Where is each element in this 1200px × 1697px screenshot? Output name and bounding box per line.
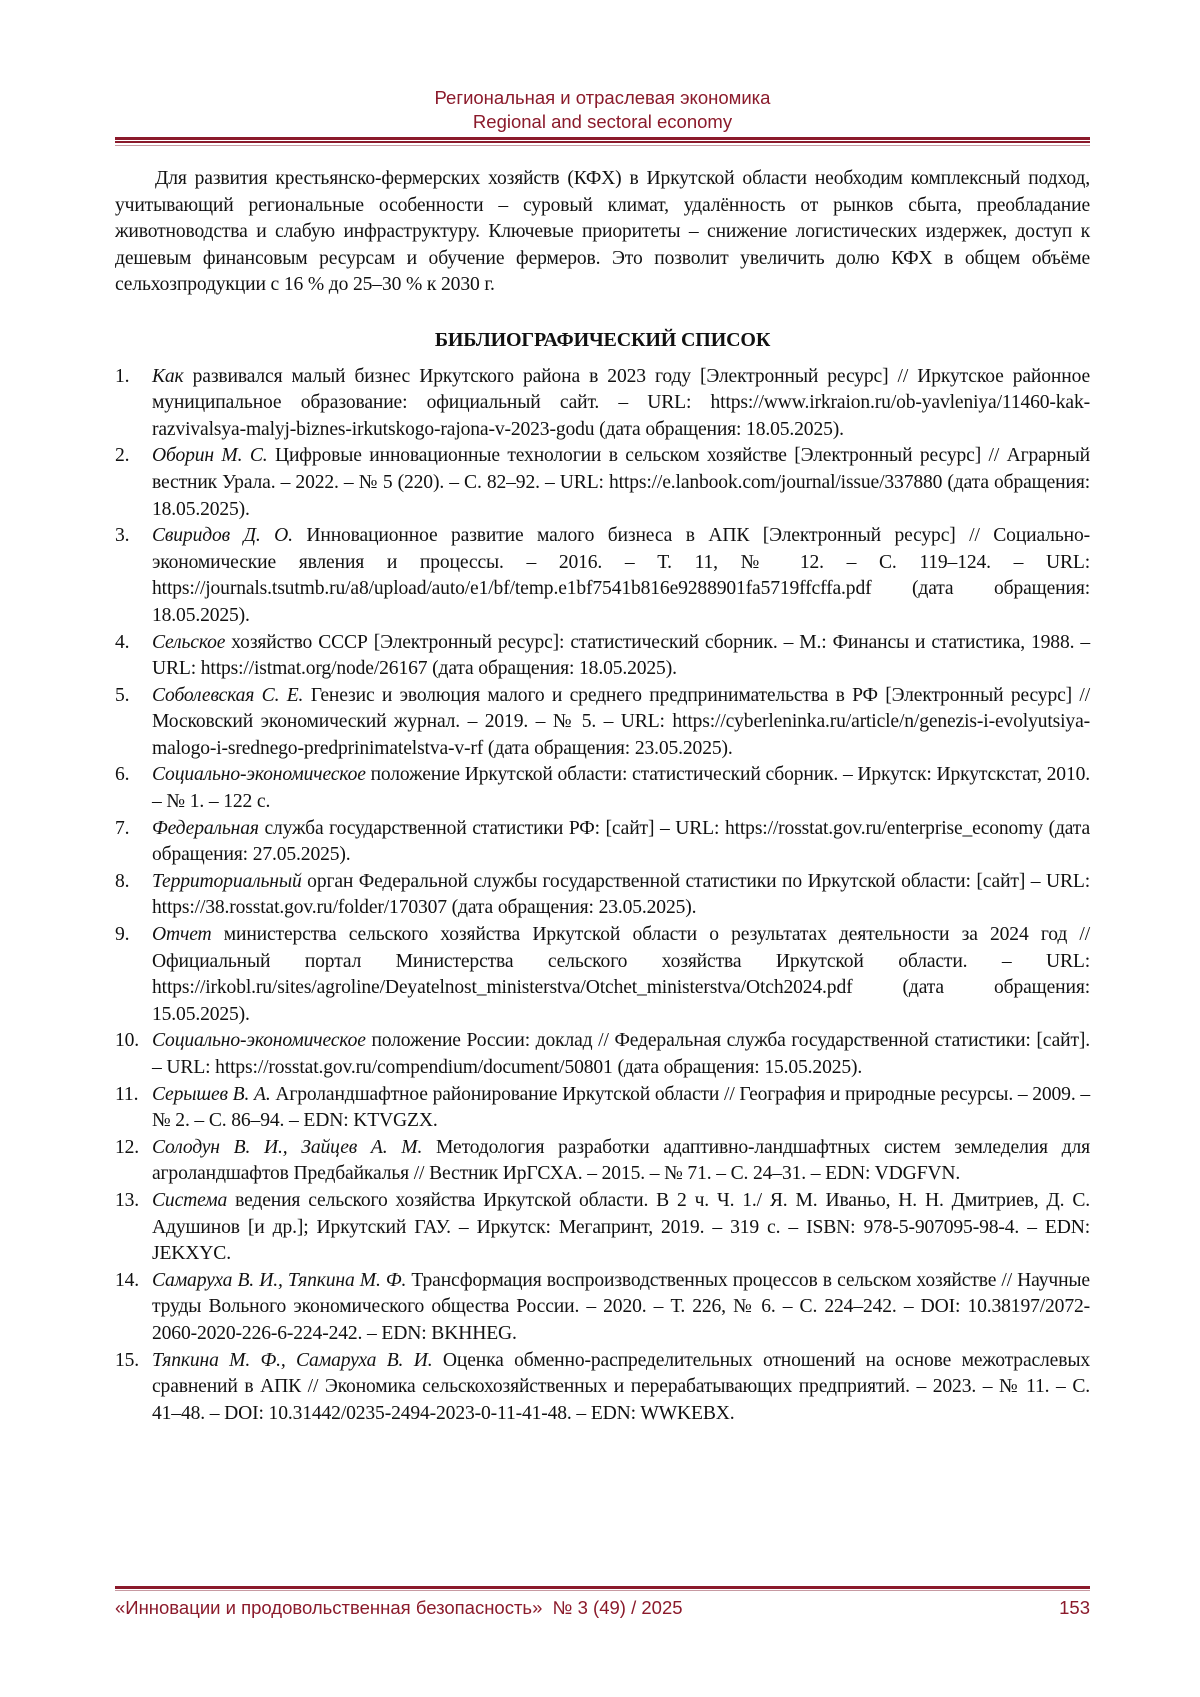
- reference-text: министерства сельского хозяйства Иркутской области о результатах деятельности за 2024 год // Официальный портал Министерства сельского хозяйства Иркутской области. – URL: https://irkobl.ru/sites/agroline/Deyatelnost_ministerstva/Otchet_ministerstva/Otch2024.pdf (дата обращения: 15.05.2025).: [152, 924, 1090, 1025]
- header-title-ru: Региональная и отраслевая экономика: [434, 87, 771, 108]
- reference-text: ведения сельского хозяйства Иркутской области. В 2 ч. Ч. 1./ Я. М. Иваньо, Н. Н. Дмитриев, Д. С. Адушинов [и др.]; Иркутский ГАУ. – Иркутск: Мегапринт, 2019. – 319 с. – ISBN: 978-5-907095-98-4. – EDN: JEKXYC.: [152, 1189, 1090, 1265]
- reference-text: Генезис и эволюция малого и среднего предпринимательства в РФ [Электронный ресурс] // Московский экономический журнал. – 2019. – № 5. – URL: https://cyberleninka.ru/article/n/genezis-i-evolyutsiya-malogo-i-srednego-predprinimatelstva-v-rf (дата обращения: 23.05.2025).: [152, 684, 1090, 759]
- reference-author: Серышев В. А.: [152, 1083, 271, 1105]
- footer-journal: «Инновации и продовольственная безопасность» № 3 (49) / 2025: [115, 1597, 683, 1618]
- reference-number: 10.: [115, 1030, 140, 1052]
- reference-number: 5.: [115, 684, 130, 706]
- reference-number: 6.: [115, 764, 130, 786]
- reference-number: 8.: [115, 870, 130, 892]
- reference-author: Солодун В. И., Зайцев А. М.: [152, 1136, 423, 1158]
- reference-text: Цифровые инновационные технологии в сельском хозяйстве [Электронный ресурс] // Аграрный вестник Урала. – 2022. – № 5 (220). – С. 82–92. – URL: https://e.lanbook.com/journal/issue/337880 (дата обращения: 18.05.2025).: [152, 445, 1091, 520]
- reference-author: Соболевская С. Е.: [152, 684, 304, 706]
- reference-number: 2.: [115, 445, 130, 467]
- reference-number: 11.: [115, 1083, 139, 1105]
- reference-author: Федеральная: [152, 817, 259, 839]
- reference-author: Система: [152, 1189, 228, 1211]
- reference-author: Сельское: [152, 631, 226, 653]
- page-number: 153: [1059, 1597, 1090, 1618]
- bibliography-list: [115, 364, 1090, 1428]
- running-header: [115, 86, 1090, 134]
- reference-text: Инновационное развитие малого бизнеса в АПК [Электронный ресурс] // Социально-экономические явления и процессы. – 2016. – Т. 11, № 12. – С. 119–124. – URL: https://journals.tsutmb.ru/a8/upload/auto/e1/bf/temp.e1bf7541b816e9288901fa5719ffcffa.pdf (дата обращения: 18.05.2025).: [152, 525, 1090, 626]
- page-body: [115, 166, 1090, 1427]
- reference-author: Отчет: [152, 924, 212, 946]
- reference-text: Агроландшафтное районирование Иркутской области // География и природные ресурсы. – 2009. – № 2. – С. 86–94. – EDN: KTVGZX.: [152, 1083, 1090, 1132]
- reference-item: [115, 1028, 1090, 1081]
- bibliography-title: БИБЛИОГРАФИЧЕСКИЙ СПИСОК: [434, 328, 771, 351]
- reference-number: 12.: [115, 1136, 140, 1158]
- reference-text: Методология разработки адаптивно-ландшафтных систем земледелия для агроландшафтов Предбайкалья // Вестник ИрГСХА. – 2015. – № 71. – С. 24–31. – EDN: VDGFVN.: [152, 1136, 1090, 1185]
- reference-item: [115, 630, 1090, 683]
- reference-text: развивался малый бизнес Иркутского района в 2023 году [Электронный ресурс] // Иркутское районное муниципальное образование: официальный сайт. – URL: https://www.irkraion.ru/ob-yavleniya/11460-kak-razvivalsya-malyj-biznes-irkutskogo-rajona-v-2023-godu (дата обращения: 18.05.2025).: [152, 365, 1090, 440]
- page-footer: [115, 1597, 1090, 1619]
- reference-item: [115, 523, 1090, 629]
- reference-number: 9.: [115, 924, 130, 946]
- header-title-en: Regional and sectoral economy: [472, 111, 733, 132]
- reference-author: Свиридов Д. О.: [152, 525, 293, 547]
- reference-author: Территориальный: [152, 870, 302, 892]
- reference-item: [115, 683, 1090, 763]
- reference-text: орган Федеральной службы государственной статистики по Иркутской области: [сайт] – URL: https://38.rosstat.gov.ru/folder/170307 (дата обращения: 23.05.2025).: [152, 870, 1090, 919]
- reference-item: [115, 1268, 1090, 1348]
- footer-divider: [115, 1586, 1090, 1589]
- reference-item: [115, 1082, 1090, 1135]
- reference-item: [115, 869, 1090, 922]
- reference-author: Тяпкина М. Ф., Самаруха В. И.: [152, 1349, 433, 1371]
- reference-text: положение России: доклад // Федеральная служба государственной статистики: [сайт]. – URL: https://rosstat.gov.ru/compendium/document/50801 (дата обращения: 15.05.2025).: [152, 1030, 1090, 1078]
- header-divider: [115, 145, 1090, 146]
- body-paragraph: Для развития крестьянско-фермерских хозяйств (КФХ) в Иркутской области необходим комплексный подход, учитывающий региональные особенности – суровый климат, удалённость от рынков сбыта, преобладание животноводства и слабую инфраструктуру. Ключевые приоритеты – снижение логистических издержек, доступ к дешевым финансовым ресурсам и обучение фермеров. Это позволит увеличить долю КФХ в общем объёме сельхозпродукции с 16 % до 25–30 % к 2030 г.: [115, 168, 1090, 296]
- reference-text: служба государственной статистики РФ: [сайт] – URL: https://rosstat.gov.ru/enterprise_economy (дата обращения: 27.05.2025).: [152, 817, 1090, 866]
- reference-item: [115, 364, 1090, 444]
- reference-text: Трансформация воспроизводственных процессов в сельском хозяйстве // Научные труды Вольного экономического общества России. – 2020. – Т. 226, № 6. – С. 224–242. – DOI: 10.38197/2072-2060-2020-226-6-224-242. – EDN: BKHHEG.: [152, 1269, 1090, 1344]
- header-divider: [115, 137, 1090, 140]
- reference-author: Как: [152, 365, 184, 387]
- header-divider: [115, 141, 1090, 143]
- reference-item: [115, 443, 1090, 523]
- reference-text: положение Иркутской области: статистический сборник. – Иркутск: Иркутскстат, 2010. – № 1. – 122 с.: [152, 764, 1090, 813]
- reference-number: 1.: [115, 365, 130, 387]
- reference-author: Оборин М. С.: [152, 445, 268, 467]
- reference-author: Социально-экономическое: [152, 1030, 366, 1052]
- reference-number: 7.: [115, 817, 130, 839]
- reference-number: 14.: [115, 1269, 140, 1291]
- reference-number: 13.: [115, 1189, 140, 1211]
- reference-item: [115, 762, 1090, 815]
- reference-number: 3.: [115, 525, 130, 547]
- reference-item: [115, 1135, 1090, 1188]
- reference-author: Социально-экономическое: [152, 764, 366, 786]
- reference-item: [115, 1348, 1090, 1428]
- reference-item: [115, 922, 1090, 1028]
- reference-text: хозяйство СССР [Электронный ресурс]: статистический сборник. – М.: Финансы и статистика, 1988. – URL: https://istmat.org/node/26167 (дата обращения: 18.05.2025).: [152, 631, 1090, 680]
- reference-author: Самаруха В. И., Тяпкина М. Ф.: [152, 1269, 407, 1291]
- reference-item: [115, 1188, 1090, 1268]
- reference-number: 15.: [115, 1349, 140, 1371]
- footer-divider: [115, 1590, 1090, 1591]
- reference-number: 4.: [115, 631, 130, 653]
- reference-text: Оценка обменно-распределительных отношений на основе межотраслевых сравнений в АПК // Экономика сельскохозяйственных и перерабатывающих предприятий. – 2023. – № 11. – С. 41–48. – DOI: 10.31442/0235-2494-2023-0-11-41-48. – EDN: WWKEBX.: [152, 1349, 1090, 1424]
- reference-item: [115, 816, 1090, 869]
